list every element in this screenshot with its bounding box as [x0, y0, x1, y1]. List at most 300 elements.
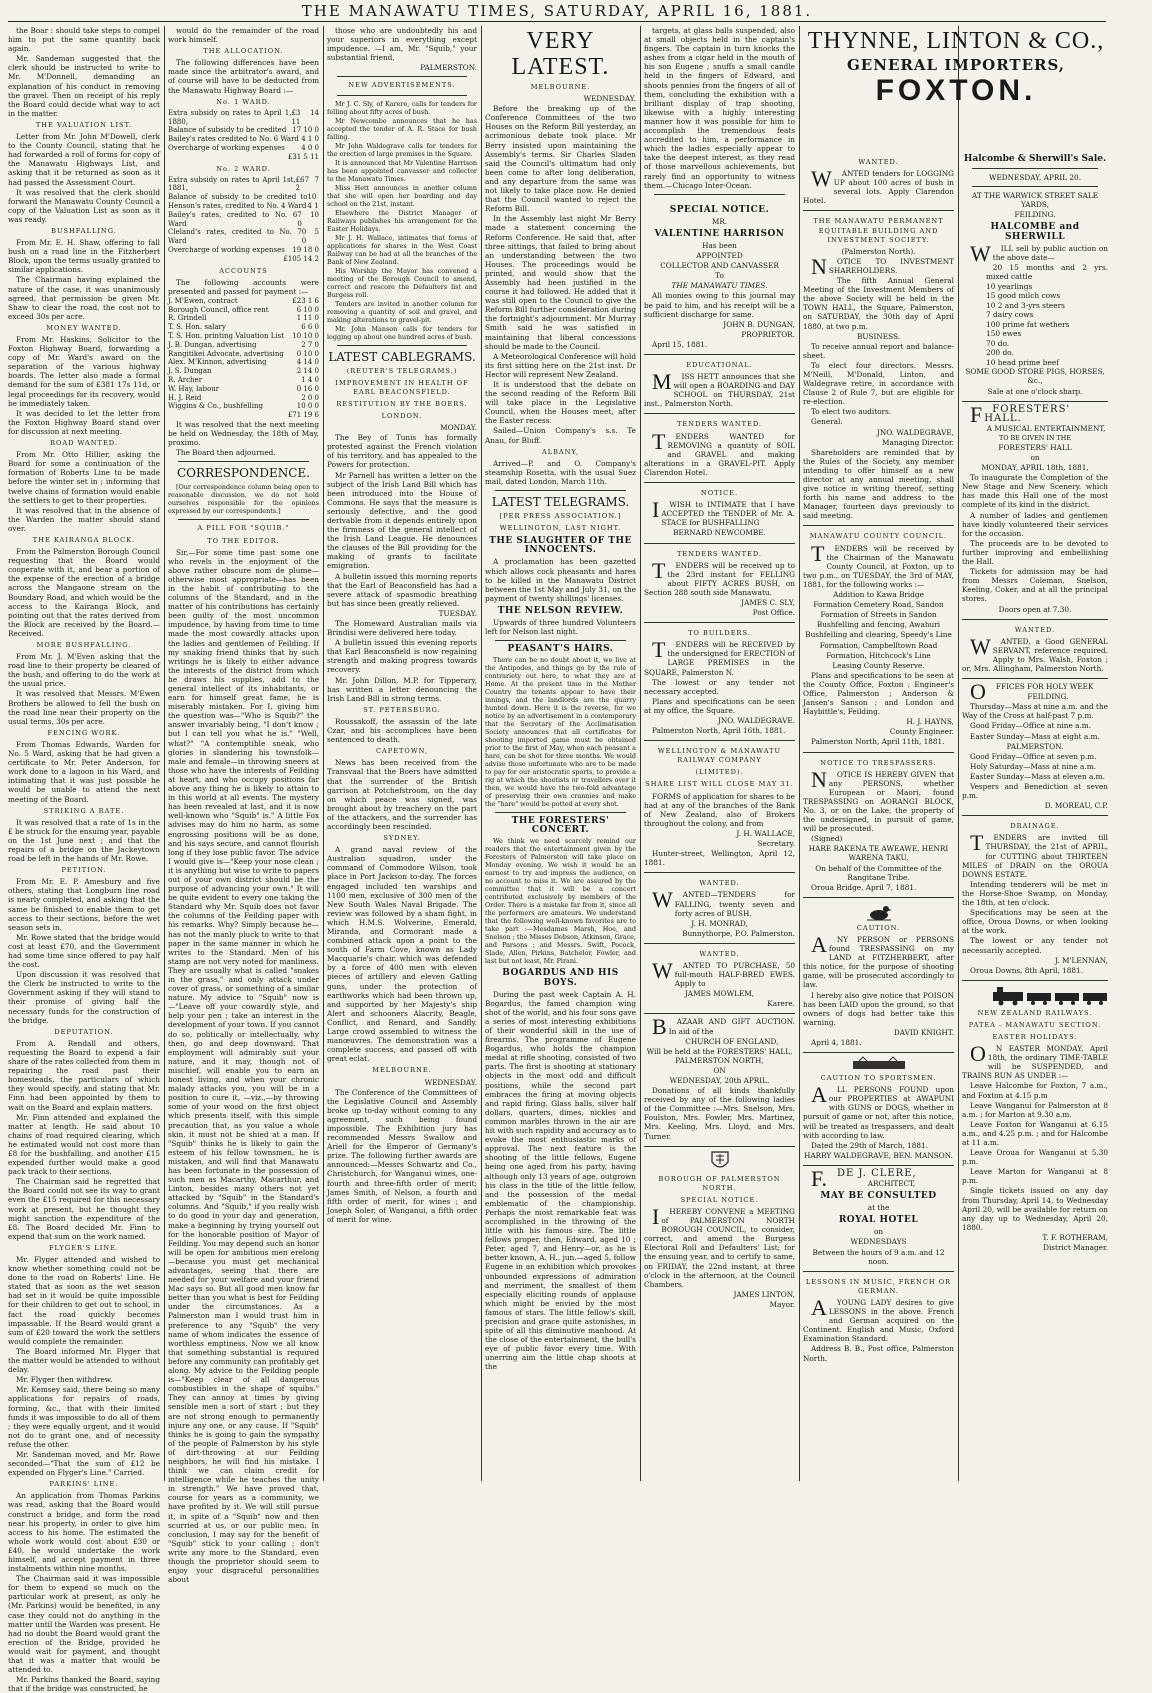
list-item: Leave Oroua for Wanganui at 5.30 p.m.: [962, 1148, 1108, 1167]
paragraph: The Homeward Australian mails via Brindisi were delivered here today.: [327, 619, 477, 638]
story-heading: THE SLAUGHTER OF THE INNOCENTS.: [489, 536, 632, 556]
correspondence-note: [Our correspondence column being open to reasonable discussion, we do not hold ourselves responsible for the opinions expressed by our correspondents.]: [168, 483, 319, 516]
dropcap: T: [652, 557, 666, 583]
advert-trespassers: [803, 753, 954, 898]
ad-heading: MANAWATU COUNTY COUNCIL.: [809, 532, 948, 541]
paragraph: Mr. Rowe stated that the bridge would cost at least £70, and the Government had some time since offered to pay half the cost.: [8, 932, 160, 970]
paragraph: A grand naval review of the Australian squadron, under the command of Commodore Wilson, took place in Port Jackson to-day. The forces engaged included ten warships and 1100 men, exclusive of 300 men of the New South Wales Naval Brigade. The review was followed by a sham fight, in which H.M.S. Wolverine, Emerald, Miranda, and Cormorant made a combined attack upon a point to the south of Farm Cove, known as Lady Macquarie's chair, which was defended by a force of 400 men with eleven pieces of artillery and eleven Gatling guns, under the protection of earthworks which had been thrown up, and supported by her Majesty's ship Alert and schooners Alacrity, Beagle, Conflict, and Renard, and Sandfly. Large crowd assembled to witness the manœuvres. The demonstration was a complete success, and passed off with great eclat.: [327, 845, 477, 1064]
ad-body: ISS HETT announces that she will open a BOARDING and DAY SCHOOL on THURSDAY, 21st inst., Palmerston North.: [644, 372, 795, 409]
divider: [972, 168, 1098, 169]
ad-body: I hereby also give notice that POISON has been LAID upon the ground, so that owners of dogs had better take this warning.: [803, 990, 954, 1027]
paragraph: It was decided to let the letter from the Foxton Highway Board stand over for discussion at next meeting.: [8, 408, 160, 436]
signature: J. H. MONRAD,: [691, 918, 748, 928]
signature: JAMES C. SLY,: [741, 597, 795, 607]
advertisement-note: Mr. John Manson calls for tenders for logging up about one hundred acres of bush.: [327, 324, 477, 341]
signature: JNO. WALDEGRAVE,: [876, 427, 954, 437]
firm-trade: GENERAL IMPORTERS,: [846, 56, 1065, 74]
paragraph: In the Assembly last night Mr Berry made a statement concerning the Reform Conference. He said that, after three sittings, that failed to bring about an understanding between the two Houses. The proceedings would be printed, and would show that the Assembly had been justified in the course it had followed. He added that it was still open to the Council to give the Reform Bill further consideration during the fortnight's adjournment. Mr Murray Smith said he was satisfied in maintaining that liberal concessions should be made to the Council.: [485, 214, 636, 351]
row-label: Balance of subsidy to be credited: [168, 126, 287, 135]
paragraph: The Chairman said he regretted that the Board could not see its way to grant even the £15 required for this necessary work at present, but he thought they might sanction the expenditure of the £8. The Board decided Mr. Finn to expend that sum on the work named.: [8, 1177, 160, 1241]
row-amount: 1 11 0: [296, 314, 319, 323]
paragraph: Mr. John Dillon, M.P. for Tipperary, has written a letter denouncing the Irish Land Bill in strong terms.: [327, 675, 477, 703]
list-item: 10 head prime beef: [986, 357, 1059, 367]
advert-lessons: [803, 1272, 954, 1363]
section-heading: No. 2 WARD.: [216, 164, 271, 173]
ad-line: ON: [713, 1065, 726, 1075]
paragraph: Mr. Finn attended and explained the matter at length. He said about 10 chains of road required clearing, which he estimated would not cost more than £8 for the bushfalling, and another £15 expended further would make a good pack track to their sections.: [8, 1112, 160, 1177]
advert-county-council: [803, 526, 954, 752]
row-label: J. M'Ewen, contract: [168, 296, 238, 305]
ad-body: N EASTER MONDAY, April 18th, the ordinary TIME-TABLE will be SUSPENDED, and TRAINS RUN AS UNDER :—: [962, 1044, 1108, 1081]
train-icon: [962, 986, 1152, 1006]
ad-line: MAY BE CONSULTED: [820, 1191, 937, 1202]
table-row: [168, 228, 319, 246]
ad-heading: Halcombe & Sherwill's Sale.: [963, 154, 1107, 164]
list-item: Formation of Streets in Sandon: [820, 610, 937, 620]
dropcap: W: [970, 240, 991, 266]
column-1-body: [8, 26, 160, 1693]
masthead: THE MANAWATU TIMES, SATURDAY, APRIL 16, 1881.: [301, 2, 813, 20]
date: Oroua Downs, 8th April, 1881.: [970, 965, 1084, 975]
ad-line: at the: [867, 1203, 890, 1213]
table-row: [168, 153, 319, 162]
ad-heading: NOTICE TO TRESPASSERS.: [820, 758, 937, 767]
hunting-scene-icon: [849, 1057, 909, 1071]
advert-wanted-logging: [803, 152, 954, 211]
ad-body: NY PERSON or PERSONS found TRESPASSING on my LAND at FITZHERBERT, after this notice, for the purpose of shooting game, will be prosecuted accordingly to law.: [803, 934, 954, 990]
row-label: R. Archer: [168, 376, 203, 385]
date: Palmerston North, April 16th, 1881.: [652, 726, 786, 736]
place-heading: WELLINGTON, LAST NIGHT.: [499, 524, 622, 533]
dropcap: W: [652, 957, 673, 983]
ad-heading: EDUCATIONAL.: [686, 361, 753, 369]
ad-line: Between the hours of 9 a.m. and 12 noon.: [812, 1247, 945, 1266]
column-2: [168, 26, 319, 1585]
divider: [337, 95, 467, 96]
date: Hunter-street, Wellington, April 12, 1881.: [644, 849, 795, 868]
ad-heading: LESSONS IN MUSIC, FRENCH OR GERMAN.: [805, 1277, 952, 1295]
divider: [178, 519, 309, 520]
signature: PALMERSTON.: [420, 63, 477, 73]
paragraph: Upwards of three hundred Volunteers left for Nelson last night.: [485, 617, 636, 637]
paragraph: From A. Rendall and others, requesting the Board to expend a fair share of the rates collected from them in repairing the road past their homesteads, the particulars of which they would specify, and stating that Mr. Finn had been appointed by them to wait on the Board and explain matters.: [8, 1038, 160, 1112]
ad-body: The lowest or any tender not necessary accepted.: [644, 677, 795, 696]
paragraph: It was resolved that the clerk should forward the Manawatu County Council a copy of the Valuation List as soon as it was ready.: [8, 187, 160, 224]
row-amount: 4 0 0: [301, 143, 319, 152]
ad-heading: CAUTION.: [856, 923, 901, 932]
signature: H. J. HAYNS,: [906, 717, 954, 727]
ad-heading: SPECIAL NOTICE.: [669, 204, 770, 215]
subheading: RESTITUTION BY THE BOERS.: [336, 399, 468, 408]
row-amount: £67 7 2: [295, 175, 319, 193]
ad-line: on: [1030, 453, 1040, 462]
ad-heading: DRAINAGE.: [1010, 822, 1060, 831]
section-heading: PARKINS' LINE.: [49, 1480, 119, 1489]
advert-railway-shares: [644, 741, 795, 873]
paragraph: From the Palmerston Borough Council requesting that the Board would cooperate with it, and bear a portion of the expense of the erection of a bridge across the Mangaone stream on the Boundary Road, and which would be the access to the Kairanga Block, and pointing out that the rates derived from the Block are received by the Board.—Received.: [8, 547, 160, 638]
divider: [495, 640, 626, 641]
paragraph: It was resolved that Messrs. M'Ewen Brothers be allowed to fell the bush on the road line near their property on the usual terms, 30s per acre.: [8, 689, 160, 726]
stock-list: [962, 263, 1108, 368]
paragraph: Mr. Sandeman suggested that the clerk should be instructed to write to Mr. M'Donnell, demanding an explanation of his conduct in removing the gravel. Then on receipt of his reply the Board could decide what way to act in the matter.: [8, 54, 160, 118]
column-rule: [640, 26, 641, 1481]
ad-heading: TENDERS WANTED.: [677, 549, 762, 558]
story-heading: BOGARDUS AND HIS BOYS.: [502, 968, 619, 988]
row-amount: 4 14 0: [296, 358, 319, 367]
paragraph: There can be no doubt about it, we live at the Antipodes, and things go by the rule of contrariety out here, to what they are at Home. At the present time in the Mother Country the tenants appear to have their innings, and the landlords are the quarry hunted down. Here it is the reverse, for we notice by an advertisement in a contemporary that the Secretary of the Acclimatisation Society announces that all certificates for shooting imported game must be obtained prior to the first of May, when each peasant a hare, can be shot for three months. We would advise those unfortunate who are to be made to pay for our aristocratic sports, to provide a rig at which the shootists or travellers over it then, we would have the two-fold advantage of preserving their own crannies and make the "hare" would be potted at every shot.: [485, 656, 636, 809]
holy-list-palmerston: [962, 752, 1108, 800]
duck-icon: [865, 903, 893, 921]
paragraph: targets, at glass balls suspended, also at small objects held in the captain's fingers. The captain in turn knocks the ashes from a cigar held in the mouth of his son Eugene ; snuffs a small candle held in the fingers of Edward, and shoots pennies from the fingers of all of them, concluding the exhibition with a brilliant display of trap shooting, likewise with a highly interesting manner how it was possible for him to accomplish the tremendous feats accredited to him, a performance in which the ladies especially appear to take the deepest interest, as they read of those marvellous achievements, but rarely find an opportunity to witness them.—Chicago Inter-Ocean.: [644, 26, 795, 190]
row-label: Extra subsidy on rates to April 1, 1880,: [168, 108, 292, 126]
table-row: [168, 306, 319, 315]
row-label: J. B. Dungan, advertising: [168, 340, 257, 349]
advertisement-note: His Worship the Mayor has convened a meeting of the Borough Council to amend, correct and rescore the Defaulters list and Burgess roll.: [327, 266, 477, 299]
ad-line: On behalf of the Committee of the Rangitane Tribe.: [815, 863, 942, 882]
paragraph: The Board informed Mr. Flyger that the matter would be attended to without delay.: [8, 1346, 160, 1375]
table-row: [168, 341, 319, 350]
dropcap: W: [811, 166, 832, 192]
table-row: [168, 135, 319, 144]
ad-line: To: [715, 271, 724, 281]
date: Oroua Bridge, April 7, 1881.: [811, 882, 917, 892]
section-heading: THE KAIRANGA BLOCK.: [32, 535, 136, 544]
place-heading: ST. PETERSBURG.: [363, 705, 441, 714]
section-heading: BUSHFALLING.: [51, 226, 117, 235]
firm-name: THYNNE, LINTON & CO.,: [807, 28, 1105, 54]
ad-line: Has been: [702, 240, 737, 250]
correspondence-heading: CORRESPONDENCE.: [176, 466, 311, 481]
date: April 4, 1881.: [811, 1037, 862, 1047]
ad-body: ANTED TO PURCHASE, 50 full-mouth HALF-BRED EWES. Apply to: [674, 960, 795, 989]
ad-body: OTICE IS HEREBY GIVEN that any PERSONS, whether European or Maori, found TRESPASSING on AORANGI BLOCK, No. 3, or on the Lake, the property of the undersigned, in pursuit of game, will be prosecuted.: [803, 769, 954, 834]
ad-body: ANTED, a Good GENERAL SERVANT, reference required. Apply to Mrs. Walsh, Foxton ; or, Mrs. Allingham, Palmerston North.: [962, 636, 1108, 673]
row-label: Alex. M'Kinnon, advertising: [168, 358, 267, 367]
divider: [178, 461, 309, 462]
advert-wanted-servant: [962, 620, 1108, 679]
ad-body: Donations of all kinds thankfully received by any of the following ladies of the Committee :—Mrs. Snelson, Mrs. Foulston, Mrs. Fowler, Mrs. Martinez, Mrs. Keeling, Mrs. Lloyd, and Mrs. Turner.: [644, 1086, 795, 1141]
ad-heading: NEW ZEALAND RAILWAYS.: [977, 1008, 1093, 1017]
ad-body: ANTED—TENDERS for FALLING, twenty seven and forty acres of BUSH.: [674, 890, 795, 918]
subheading: IMPROVEMENT IN HEALTH OF EARL BEACONSFIELD.: [335, 378, 469, 396]
advert-sportsmen: [803, 1053, 954, 1166]
list-item: Easter Sunday—Mass at eleven a.m.: [970, 771, 1105, 781]
paragraph: It was resolved that in the absence of the Warden the matter should stand over.: [8, 505, 160, 533]
column-5: [644, 26, 795, 1481]
signature: JAMES MOWLEM,: [684, 989, 755, 999]
advert-drainage: [962, 816, 1108, 981]
subheading: (REUTER'S TELEGRAMS.): [346, 366, 458, 375]
ad-heading: TO BUILDERS.: [688, 629, 751, 638]
ad-body: AZAAR AND GIFT AUCTION. In aid of the: [668, 1017, 795, 1036]
table-row: [168, 176, 319, 194]
paragraph: The Bey of Tunis has formally protested against the French violation of his territory, and has appealed to the Powers for protection.: [327, 433, 477, 470]
ad-line: FEILDING.: [1027, 692, 1069, 702]
list-item: 150 ewes: [986, 329, 1022, 339]
ad-body: The proceeds are to be devoted to further improving and embellishing the Hall.: [962, 538, 1108, 567]
paragraph: Sailed—Union Company's s.s. Te Anau, for Bluff.: [485, 426, 636, 445]
day-label: TUESDAY.: [438, 608, 477, 618]
column-1: [8, 26, 160, 1693]
row-amount: £3 14 11: [291, 108, 319, 126]
place-heading: CAPETOWN,: [375, 747, 429, 756]
ad-line: MR.: [711, 216, 728, 226]
section-heading: NEW ADVERTISEMENTS.: [348, 81, 456, 90]
dropcap: T: [970, 830, 984, 856]
ad-line: WEDNESDAY, 20th APRIL.: [669, 1076, 770, 1085]
row-label: Wiggins & Co., bushfelling: [168, 402, 263, 411]
row-label: Rangitikei Advocate, advertising: [168, 349, 284, 358]
advert-caution: [803, 898, 954, 1053]
table-row: [168, 246, 319, 255]
ad-heading: THE MANAWATU PERMANENT EQUITABLE BUILDING AND INVESTMENT SOCIETY.: [813, 217, 944, 244]
ad-body: Plans and specifications to be seen at the County Office, Foxton ; Engineer's Office, Palmerston ; Anderson & Jansen's Sanson ; and London and Haybittle's, Feilding.: [803, 670, 954, 717]
holy-list-feilding: [962, 702, 1108, 740]
ad-heading: FORESTERS' HALL.: [984, 403, 1071, 424]
section-heading: ROAD WANTED.: [50, 439, 118, 448]
section-heading: No. 1 WARD.: [216, 97, 271, 106]
row-label: J. S. Dungan: [168, 367, 212, 376]
signature: District Manager.: [1043, 1243, 1108, 1253]
signature: Bunnythorpe, P.O. Palmerston.: [682, 928, 795, 938]
advert-notice: [644, 483, 795, 543]
ad-heading: WELLINGTON & MANAWATU RAILWAY COMPANY: [657, 747, 782, 765]
advertisement-note: Mr J. C. Sly, of Karere, calls for tenders for felling about fifty acres of bush.: [327, 99, 477, 116]
list-item: Easter Sunday—Mass at eight a.m.: [970, 731, 1100, 741]
ad-heading: WANTED.: [699, 949, 740, 958]
cablegrams-heading: LATEST CABLEGRAMS.: [328, 349, 476, 364]
story-heading: THE FORESTERS' CONCERT.: [511, 816, 610, 836]
column-3: [327, 26, 477, 1481]
advert-harrison: [644, 199, 795, 355]
signature: Mayor.: [769, 1299, 795, 1309]
table-row: [168, 385, 319, 394]
signature: Karere.: [767, 999, 795, 1009]
advert-foresters-hall: [962, 402, 1108, 620]
row-amount: 19 18 0: [292, 246, 319, 254]
place-heading: LONDON.: [381, 411, 423, 420]
ad-body: Address B. B., Post office, Palmerston North.: [803, 1344, 954, 1363]
ad-line: COLLECTOR AND CANVASSER: [660, 261, 779, 271]
ad-body: To elect two auditors.: [811, 407, 892, 417]
ad-body: Tickets for admission may be had from Messrs Coleman, Snelson, Keeling, Coker, and at all the principal stores.: [962, 567, 1108, 604]
ad-body: ENDERS are invited till THURSDAY, the 21st of APRIL, for CUTTING about THIRTEEN MILES of DRAIN on the OROUA DOWNS ESTATE.: [962, 833, 1108, 879]
ad-line: FORESTERS' HALL: [998, 442, 1072, 452]
ad-body: Plans and specifications can be seen at my office, the Square.: [644, 696, 795, 715]
ad-line: A MUSICAL ENTERTAINMENT,: [986, 423, 1106, 433]
advertisement-note: Mr Newcombe announces that he has accepted the tender of A. R. Stace for bush falling.: [327, 116, 477, 141]
place-heading: MELBOURNE.: [530, 83, 591, 91]
paragraph: News has been received from the Transvaal that the Boers have admitted that the surrender of the British garrison at Potchefstroom, on the day on which peace was signed, was brought about by treachery on the part of the attackers, and the surrender has accordingly been rescinded.: [327, 758, 477, 831]
ad-line: ROYAL HOTEL: [838, 1215, 919, 1226]
advert-railways: [962, 981, 1108, 1252]
accounts-table: [168, 297, 319, 420]
date: Palmerston North, April 11th, 1881.: [811, 737, 945, 747]
table-row: [168, 376, 319, 385]
ad-line: ARCHITECT,: [867, 1179, 916, 1188]
paragraph: Mr. Sandeman moved, and Mr. Rowe seconded—"That the sum of £12 be expended on Flyger's Line." Carried.: [8, 1449, 160, 1478]
dropcap: F: [970, 401, 983, 427]
row-amount: £23 1 6: [292, 296, 319, 305]
paragraph: It was resolved that the next meeting be held on Wednesday, the 18th of May, proximo.: [168, 420, 319, 448]
row-amount: 2 0 0: [301, 393, 319, 402]
list-item: Leasing County Reserve.: [832, 660, 925, 670]
dropcap: A: [811, 1294, 827, 1320]
dropcap: I: [652, 497, 660, 523]
paragraph: An application from Thomas Parkins was read, asking that the Board would construct a bridge, and form the road near his property, in order to give him access to his home. The estimated the whole work would cost about £30 or £40, he would undertake the work himself, and accept payment in three instalments within nine months.: [8, 1491, 160, 1574]
signature: PROPRIETOR.: [741, 329, 795, 339]
day-label: MONDAY.: [440, 423, 477, 433]
ad-body: FORMS of application for shares to be had at any of the branches of the Bank of New Zealand, also of Brokers throughout the colony, and from: [644, 791, 795, 828]
row-amount: 10 0 0: [296, 402, 319, 411]
ad-heading: WANTED.: [858, 158, 899, 166]
day-label: WEDNESDAY.: [424, 1077, 477, 1087]
divider: [654, 194, 785, 195]
paragraph: From Mr. Haskins, Solicitor to the Foxton Highway Board, forwarding a copy of Mr. Ward's award on the separation of the various highway boards. The letter also made a formal demand for the sum of £381 17s 11d, or legal proceedings for its recovery, would be immediately taken.: [8, 335, 160, 408]
paragraph: The Chairman said it was impossible for them to expend so much on the particular work at present, as only he (Mr. Parkins) would be benefited, in any case they could not do anything in the matter until the Warden was present. He had no doubt the Board would grant the erection of the Bridge, provided he would wait for payment, and thought that it was a matter that would be attended to.: [8, 1574, 160, 1675]
column-rule: [164, 26, 165, 1481]
table-row: [168, 126, 319, 135]
row-label: Cleland's rates, credited to No. 7 Ward: [168, 228, 302, 246]
section-heading: STRIKING A RATE.: [43, 806, 125, 815]
section-heading: THE VALUATION LIST.: [35, 120, 133, 129]
ad-body: The fifth Annual General Meeting of the Investment Members of the above Society will be held in the TOWN HALL, the Square, Palmerston, on SATURDAY, the 30th day of April 1880, at two p.m.: [803, 276, 954, 331]
ad-line: THE MANAWATU TIMES.: [671, 281, 768, 291]
section-heading: DEPUTATION.: [54, 1027, 114, 1036]
ad-sub: (LIMITED).: [695, 768, 744, 777]
list-item: Formation, Hitchcock's Line: [826, 650, 931, 660]
ad-line: Will be held at the FORESTERS' HALL, PALMERSTON NORTH,: [646, 1046, 793, 1065]
paragraph: Before the breaking up of the Conference Committees of the two Houses on the Reform Bill yesterday, an acrimonious debate took place. Mr Berry insisted upon maintaining the Assembly's terms. Sir Charles Sladen said the Council's ultimatum had only been come to after long deliberation, and any departure from the same was not likely to take place now. He denied that the Council wanted to reject the Reform Bill.: [485, 104, 636, 214]
dropcap: M: [652, 369, 672, 395]
advert-tenders-gravel: [644, 414, 795, 483]
ad-body: General.: [811, 417, 843, 427]
list-item: 15 good milch cows: [986, 291, 1061, 301]
row-amount: 6 10 0: [296, 305, 319, 314]
paragraph: A bulletin issued this morning reports that the Earl of Beaconsfield has had a severe attack of spasmodic breathing but has since been greatly relieved.: [327, 571, 477, 608]
table-row: [168, 211, 319, 229]
table-row: [168, 255, 319, 264]
ad-line: on: [873, 1227, 884, 1237]
advertisement-notes: [327, 100, 477, 341]
list-item: Holy Saturday—Mass at nine a.m.: [970, 761, 1096, 771]
story-heading: THE NELSON REVIEW.: [497, 605, 624, 616]
row-amount: £105 14 2: [283, 254, 319, 263]
row-amount: 10 10 0: [292, 332, 319, 341]
dropcap: B: [652, 1014, 667, 1040]
list-item: Formation Cemetery Road, Sandon: [813, 600, 944, 610]
row-amount: 0 10 0: [296, 349, 319, 358]
place-heading: ALBANY,: [541, 447, 580, 456]
place-heading: SYDNEY.: [383, 834, 421, 843]
advert-wanted-ewes: [644, 944, 795, 1015]
row-amount: 0 16 0: [296, 384, 319, 393]
paragraph: The Chairman having explained the nature of the case, it was unanimously agreed, that permission be given Mr. Shaw to clear the road, the cost not to exceed 30s per acre.: [8, 275, 160, 321]
signature: JAMES LINTON,: [733, 1289, 795, 1299]
ad-line: WEDNESDAYS: [850, 1237, 907, 1247]
divider: [337, 345, 467, 346]
masthead-rule: [8, 21, 1106, 22]
ad-line: TO BE GIVEN IN THE: [998, 433, 1072, 442]
ad-body: To elect four directors. Messrs. M'Neill, M'Donald, Linton, and Waldegrave retire, in accordance with Clause 2 of Rule 7, but are eligible for re-election.: [803, 360, 954, 407]
signature: HARRY WALDEGRAVE, BEN. MANSON.: [803, 1150, 953, 1160]
table-row: [168, 314, 319, 323]
crest-icon: [708, 1150, 732, 1172]
ad-body: To receive annual report and balance-sheet.: [803, 341, 954, 360]
paragraph: During the past week Captain A. H. Bogardus, the famed champion wing shot of the world, and his four sons gave a series of most interesting exhibitions of their wonderful skill in the use of firearms. The programme of Eugene Bogardus, who holds the champion medal at rifle shooting, consisted of two parts. The first is shooting at stationary objects in the most odd and difficult positions, while the second part embraces the firing at moving objects and rapid firing. Glass balls, silver half dollars, quarters, dimes, nickles and common marbles thrown in the air are hit with such rapidity and accuracy as to evoke the most enthusiastic marks of approval. The next feature is the shooting of the little fellows, Eugene being one aged from his party, having although only 13 years of age, outgrown his class in the title of the little fellow, and the possession of the medal emblematic of the championship. Perhaps the most remarkable feat was accomplished in the throwing of the little with his famous sire. The little fellows proper, then, Edward, aged 10 ; Peter, aged 7, and Henry—or, as he is better known, A. H., jun.—aged 5, follow Eugene in an exhibition which provokes unbounded expressions of admiration and merriment, the smallest of them especially eliciting rounds of applause which might be envied by the most famous of stars. The little fellow's skill, precision and grace quite astonishes, in spite of all this diminutive manhood. At the close of the entertainment, the bull's eye of public favor every time. With unerring aim the little chap shoots at the: [485, 989, 636, 1372]
paragraph: From Mr. E. H. Shaw, offering to fall bush on a road line in the Fitzherbert Block, upon the terms usually granted to similar applications.: [8, 238, 160, 275]
table-row: [168, 193, 319, 211]
paragraph: From Mr. Otto Hillier, asking the Board for some a continuation of the formation of Roberts Line to be made before the winter set in ; informing that twelve chains of formation would enable the settlers to get to their properties.: [8, 450, 160, 505]
ad-body: The lowest or any tender not necessarily accepted.: [962, 936, 1108, 955]
ad-body: HEREBY CONVENE a MEETING of PALMERSTON NORTH BOROUGH COUNCIL, to consider, correct, and amend the Burgess Electoral Roll and Defaulters' List; for the ensuing year, and to certify to same, on FRIDAY, the 22nd instant, at three o'clock in the afternoon, at the Council Chambers.: [644, 1206, 795, 1289]
dropcap: W: [970, 633, 991, 659]
list-item: Good Friday—Office at nine a.m.: [970, 721, 1092, 731]
list-item: 7 dairy cows: [986, 310, 1034, 320]
row-amount: 10 4 1: [307, 193, 319, 211]
advert-building-society: [803, 211, 954, 526]
ad-body: WISH to INTIMATE that I have ACCEPTED the TENDER of Mr. A. STACE for BUSHFALLING: [661, 500, 795, 528]
dropcap: T: [811, 540, 825, 566]
table-row: [168, 402, 319, 411]
ad-heading: FFICES FOR HOLY WEEK: [995, 682, 1094, 692]
ad-sub: SPECIAL NOTICE.: [680, 1195, 759, 1204]
row-amount: 2 7 0: [301, 340, 319, 349]
day-label: WEDNESDAY.: [583, 94, 636, 104]
ad-name: VALENTINE HARRISON: [654, 228, 785, 239]
signature: JOHN B. DUNGAN,: [723, 319, 795, 329]
ad-heading: BOROUGH OF PALMERSTON NORTH.: [658, 1174, 781, 1192]
signature: JNO. WALDEGRAVE.: [717, 716, 795, 725]
dropcap: A: [811, 931, 827, 957]
signature: D. MOREAU, C.P.: [1044, 801, 1108, 811]
ad-heading: WANTED.: [1014, 625, 1056, 634]
column-rule: [481, 26, 482, 1481]
paragraph: Mr. Kemsey said, there being so many applications for repairs of roads, forming, &c., that with their limited funds it was impossible to do all of them ; they were equally urgent, and it would not do to grant one, and of necessity refuse the other.: [8, 1385, 160, 1449]
list-item: Formation, Campbelltown Road: [819, 640, 938, 650]
row-label: Balance of subsidy to be credited to Henson's rates, credited to No. 4 Ward: [168, 193, 308, 211]
advert-tenders-bush: [644, 544, 795, 624]
paragraph: A bulletin issued this evening reports that Earl Beaconsfield is now regaining strength and making progress towards recovery.: [327, 638, 477, 675]
section-heading: THE ALLOCATION.: [203, 47, 284, 56]
ad-heading: WANTED.: [699, 879, 740, 888]
signature: DAVID KNIGHT.: [893, 1027, 954, 1037]
section-heading: MORE BUSHFALLING.: [36, 641, 132, 649]
dropcap: A: [811, 1082, 827, 1108]
row-label: T. S. Hon. printing Valuation List: [168, 332, 285, 341]
ad-body: Shareholders are reminded that by the Rules of the Society, any member intending to offer himself as a new director at any annual meeting, shall give notice in writing thereof, setting forth his name and address to the Manager, fourteen days previously to said meeting.: [803, 447, 954, 521]
paragraph: It was resolved that a rate of 1s in the £ be struck for the ensuing year, payable on the 1st June next ; and that the repairs of a bridge on the Jackeytown road be left in the hands of Mr. Rowe.: [8, 817, 160, 864]
advert-bazaar: [644, 1014, 795, 1146]
ad-heading: HALCOMBE and SHERWILL: [990, 222, 1080, 242]
signature: Post Office.: [752, 608, 795, 618]
ad-line: CHURCH OF ENGLAND,: [685, 1036, 779, 1046]
row-amount: 1 4 0: [301, 376, 319, 385]
list-item: Vespers and Benediction at seven p.m.: [962, 782, 1108, 801]
ad-body: ENDERS WANTED for REMOVING a quantity of SOIL and GRAVEL and making alterations in a GRAVEL-PIT. Apply Clarendon Hotel.: [644, 431, 795, 477]
advertisement-note: Miss Hett announces in another column that she will open her boarding and day school on the 21st, instant.: [327, 183, 477, 208]
table-row: [168, 332, 319, 341]
column-7: [962, 152, 1108, 1481]
divider: [495, 490, 626, 491]
signature: J. M'LENNAN,: [1055, 955, 1108, 965]
ad-body: YOUNG LADY desires to give LESSONS in the above. French and German acquired on the Continent. English and Music, Oxford Examination Standard.: [803, 1297, 954, 1344]
list-item: Good Friday—Office at seven p.m.: [970, 751, 1097, 761]
dropcap: O: [970, 1041, 986, 1067]
telegrams-heading: LATEST TELEGRAMS.: [491, 495, 630, 510]
advertisement-note: Elsewhere the District Manager of Railways publishes his arrangement for the Easter Holidays.: [327, 208, 477, 233]
dropcap: I: [652, 1203, 660, 1229]
